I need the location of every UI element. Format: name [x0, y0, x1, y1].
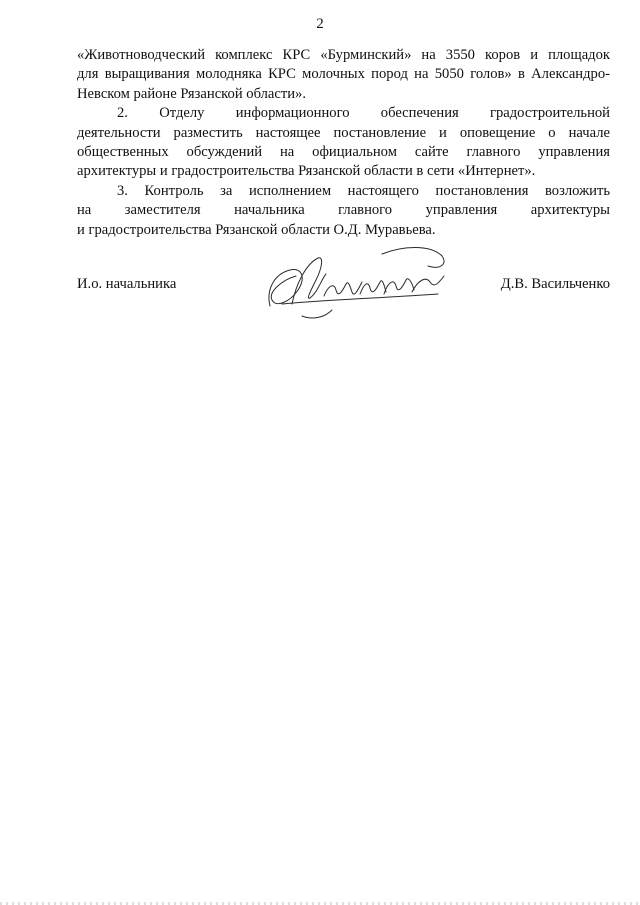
paragraph-3-line-2: на заместителя начальника главного управления архитектуры [77, 202, 610, 219]
paragraph-3-line-3: и градостроительства Рязанской области О.Д. Муравьева. [77, 221, 436, 238]
signature-block [77, 276, 610, 316]
paragraph-3-line-1: 3. Контроль за исполнением настоящего постановления возложить [117, 182, 610, 199]
page-number: 2 [316, 16, 324, 32]
paragraph-1 [77, 46, 610, 104]
paragraph-2-line-1: 2. Отделу информационного обеспечения градостроительной [117, 105, 610, 122]
signatory-name: Д.В. Васильченко [500, 276, 610, 292]
paragraph-2-line-2: деятельности разместить настоящее постановление и оповещение о начале [77, 124, 610, 141]
paragraph-1-line-1: «Животноводческий комплекс КРС «Бурминский» на 3550 коров и площадок [77, 47, 610, 63]
paragraph-2 [77, 104, 610, 182]
paragraph-1-line-3: Невском районе Рязанской области». [77, 85, 307, 102]
paragraph-2-line-3: общественных обсуждений на официальном сайте главного управления [77, 144, 610, 161]
paragraph-2-line-4: архитектуры и градостроительства Рязанской области в сети «Интернет». [77, 163, 536, 180]
signatory-position: И.о. начальника [77, 276, 177, 292]
paragraph-3 [77, 182, 610, 240]
document-body [77, 46, 610, 240]
paragraph-1-line-2: для выращивания молодняка КРС молочных пород на 5050 голов» в Александро- [77, 66, 610, 83]
